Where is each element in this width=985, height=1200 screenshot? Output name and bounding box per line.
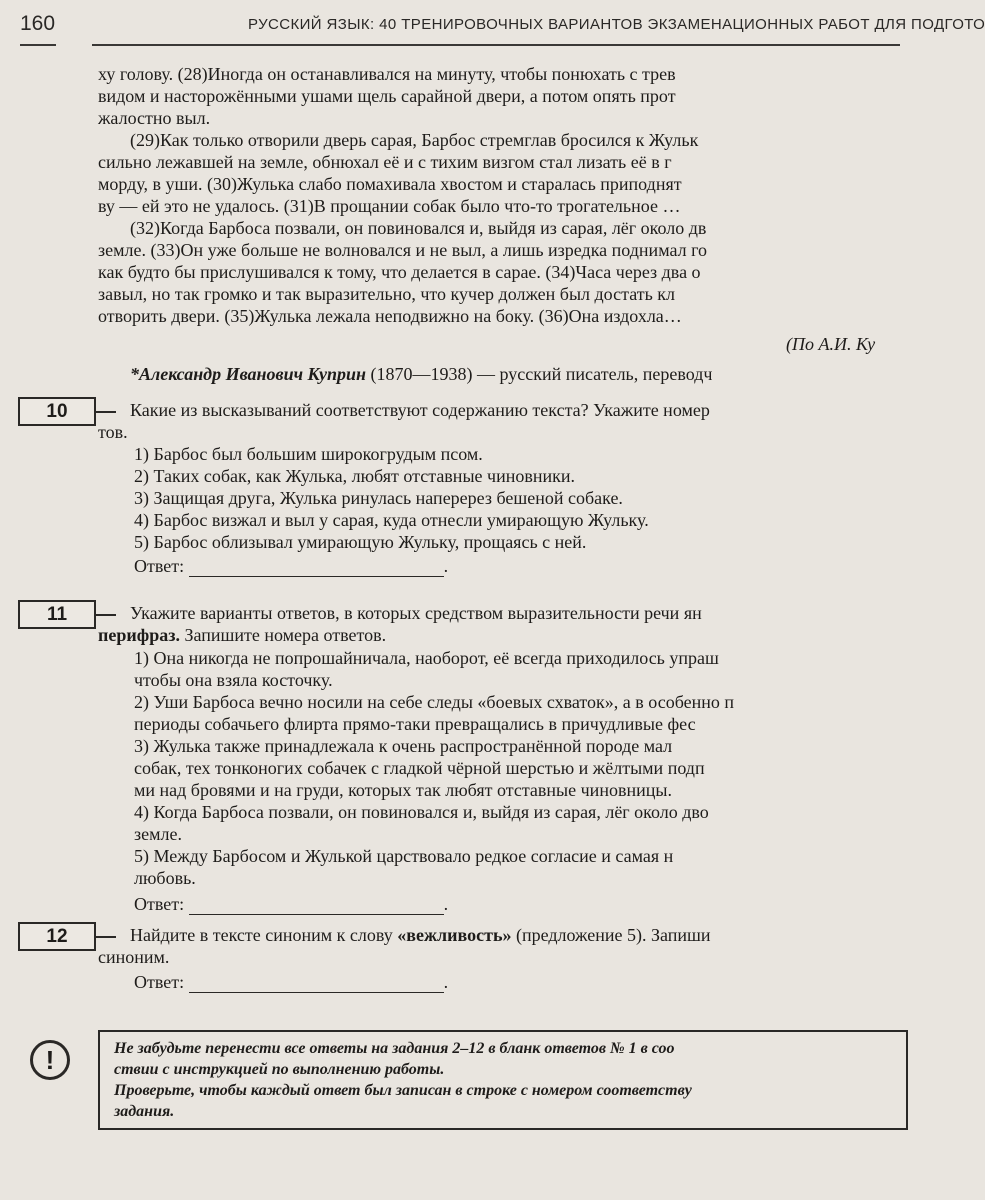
answer-label: Ответ: xyxy=(134,556,185,576)
exclamation-icon: ! xyxy=(30,1040,70,1080)
task10-option: 2) Таких собак, как Жулька, любят отставные чиновники. xyxy=(134,466,575,486)
text-line: земле. (33)Он уже больше не волновался и не выл, а лишь изредка поднимал го xyxy=(98,240,708,260)
text-line: видом и насторожёнными ушами щель сарайной двери, а потом опять прот xyxy=(98,86,676,106)
notice-line: Проверьте, чтобы каждый ответ был записан в строке с номером соответству xyxy=(114,1082,692,1099)
task10-answer xyxy=(134,556,448,577)
text-line: (29)Как только отворили дверь сарая, Барбос стремглав бросился к Жульк xyxy=(130,130,699,150)
answer-field[interactable] xyxy=(189,896,444,915)
task12-answer xyxy=(134,972,448,993)
task-number-10: 10 xyxy=(18,397,96,426)
header-rule-left xyxy=(20,44,56,46)
task11-option-cont: собак, тех тонконогих собачек с гладкой чёрной шерстью и жёлтыми подп xyxy=(134,758,705,778)
source-citation: (По А.И. Ку xyxy=(786,334,876,354)
task12-question xyxy=(130,925,711,946)
task-number-12: 12 xyxy=(18,922,96,951)
task11-option-cont: любовь. xyxy=(134,868,196,888)
task11-question: Укажите варианты ответов, в которых средством выразительности речи ян xyxy=(130,603,702,623)
notice-line: ствии с инструкцией по выполнению работы. xyxy=(114,1061,445,1078)
text-line: отворить двери. (35)Жулька лежала неподвижно на боку. (36)Она издохла… xyxy=(98,306,682,326)
notice-line: задания. xyxy=(114,1103,175,1120)
task11-option-cont: ми над бровями и на груди, которых так любят отставные чиновницы. xyxy=(134,780,672,800)
task11-question-cont xyxy=(98,625,386,646)
task10-option: 5) Барбос облизывал умирающую Жульку, прощаясь с ней. xyxy=(134,532,587,552)
answer-label: Ответ: xyxy=(134,972,185,992)
answer-field[interactable] xyxy=(189,558,444,577)
task10-option: 3) Защищая друга, Жулька ринулась наперерез бешеной собаке. xyxy=(134,488,623,508)
text-line: как будто бы прислушивался к тому, что делается в сарае. (34)Часа через два о xyxy=(98,262,701,282)
page-header xyxy=(0,0,985,46)
task12-question-pre: Найдите в тексте синоним к слову xyxy=(130,925,398,945)
author-note xyxy=(130,364,712,385)
text-line: морду, в уши. (30)Жулька слабо помахивала хвостом и старалась приподнят xyxy=(98,174,682,194)
task11-option: 3) Жулька также принадлежала к очень распространённой породе мал xyxy=(134,736,673,756)
task12-word: «вежливость» xyxy=(397,925,512,945)
notice-line: Не забудьте перенести все ответы на задания 2–12 в бланк ответов № 1 в соо xyxy=(114,1040,675,1057)
task11-option-cont: периоды собачьего флирта прямо-таки превращались в причудливые фес xyxy=(134,714,696,734)
notice-box xyxy=(98,1030,908,1130)
answer-end: . xyxy=(443,556,449,576)
header-rule xyxy=(92,44,900,46)
task10-question: Какие из высказываний соответствуют содержанию текста? Укажите номер xyxy=(130,400,710,420)
task10-question-cont: тов. xyxy=(98,422,128,442)
author-note-rest: (1870—1938) — русский писатель, переводч xyxy=(365,364,713,384)
task11-option-cont: земле. xyxy=(134,824,182,844)
answer-field[interactable] xyxy=(189,974,444,993)
task11-question-tail: Запишите номера ответов. xyxy=(179,625,387,645)
task10-option: 4) Барбос визжал и выл у сарая, куда отнесли умирающую Жульку. xyxy=(134,510,649,530)
task12-question-cont: синоним. xyxy=(98,947,170,967)
task-number-11: 11 xyxy=(18,600,96,629)
task11-option: 4) Когда Барбоса позвали, он повиновался и, выйдя из сарая, лёг около дво xyxy=(134,802,709,822)
text-line: сильно лежавшей на земле, обнюхал её и с тихим визгом стал лизать её в г xyxy=(98,152,672,172)
answer-end: . xyxy=(443,894,449,914)
text-line: завыл, но так громко и так выразительно, что кучер должен был достать кл xyxy=(98,284,676,304)
text-line: ху голову. (28)Иногда он останавливался на минуту, чтобы понюхать с трев xyxy=(98,64,676,84)
task11-option-cont: чтобы она взяла косточку. xyxy=(134,670,333,690)
running-head: РУССКИЙ ЯЗЫК: 40 ТРЕНИРОВОЧНЫХ ВАРИАНТОВ ЭКЗАМЕНАЦИОННЫХ РАБОТ ДЛЯ ПОДГОТО xyxy=(248,16,985,33)
task11-option: 5) Между Барбосом и Жулькой царствовало редкое согласие и самая н xyxy=(134,846,674,866)
task11-answer xyxy=(134,894,448,915)
answer-end: . xyxy=(443,972,449,992)
text-line: ву — ей это не удалось. (31)В прощании собак было что-то трогательное … xyxy=(98,196,681,216)
answer-label: Ответ: xyxy=(134,894,185,914)
page-number: 160 xyxy=(20,12,56,35)
text-line: (32)Когда Барбоса позвали, он повиновался и, выйдя из сарая, лёг около дв xyxy=(130,218,707,238)
task12-question-post: (предложение 5). Запиши xyxy=(511,925,711,945)
task10-option: 1) Барбос был большим широкогрудым псом. xyxy=(134,444,483,464)
author-name: *Александр Иванович Куприн xyxy=(130,364,366,384)
task11-option: 2) Уши Барбоса вечно носили на себе следы «боевых схваток», а в особенно п xyxy=(134,692,735,712)
text-line: жалостно выл. xyxy=(98,108,211,128)
task11-option: 1) Она никогда не попрошайничала, наоборот, её всегда приходилось упраш xyxy=(134,648,719,668)
term-periphrasis: перифраз. xyxy=(98,625,180,645)
